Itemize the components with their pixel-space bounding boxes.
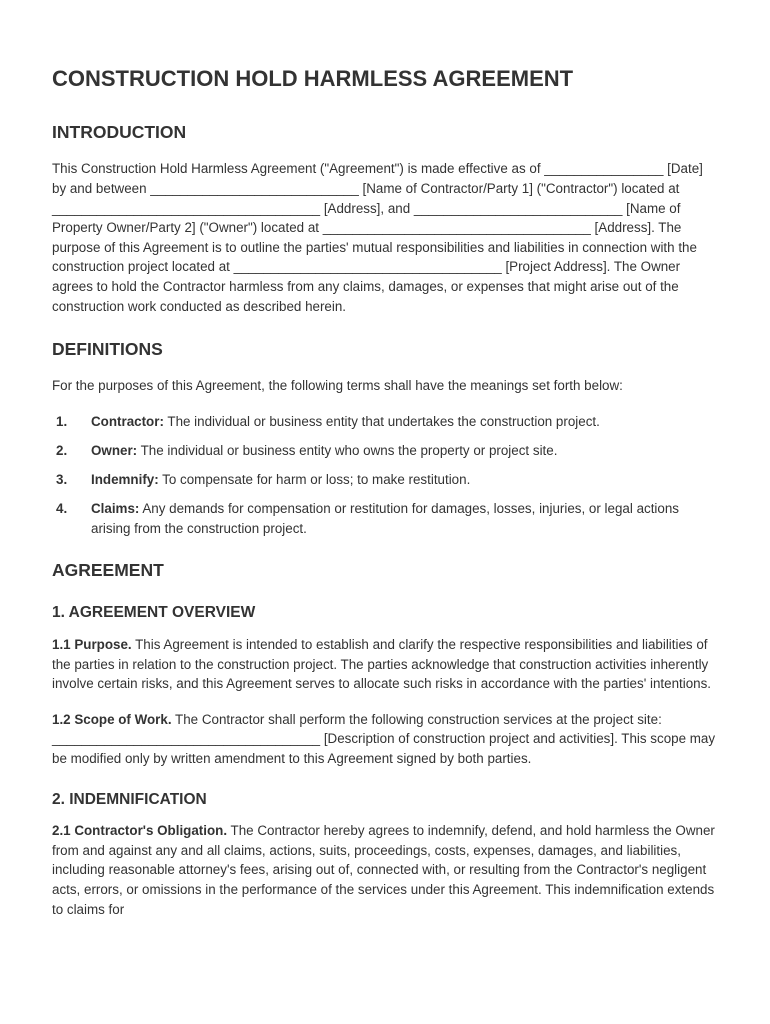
introduction-paragraph: This Construction Hold Harmless Agreement ("Agreement") is made effective as of ________________ [Date] by and between ____________________________ [Name of Contractor/Party 1] ("Contractor") located at ____________________________________ [Address], and ____________________________ [Name of Property Owner/Party 2] ("Owner") located at ____________________________________ [Address]. The purpose of this Agreement is to outline the parties' mutual responsibilities and liabilities in connection with the construction project located at ____________________________________ [Project Address]. The Owner agrees to hold the Contractor harmless from any claims, damages, or expenses that might arise out of the construction work conducted as described herein. (52, 161, 703, 314)
introduction-heading: INTRODUCTION (52, 122, 187, 143)
list-item (52, 441, 716, 461)
definition-text: The individual or business entity that undertakes the construction project. (163, 413, 600, 429)
definition-term: Claims: (91, 501, 140, 517)
list-item (52, 499, 716, 538)
definitions-heading: DEFINITIONS (52, 339, 163, 360)
definition-term: Contractor: (91, 413, 164, 429)
scope-paragraph (52, 710, 716, 769)
document-title: CONSTRUCTION HOLD HARMLESS AGREEMENT (52, 66, 574, 91)
list-item-number: 3. (56, 472, 68, 488)
list-item-body (91, 412, 716, 432)
definition-text: To compensate for harm or loss; to make restitution. (158, 472, 471, 488)
definition-term: Indemnify: (91, 472, 159, 488)
definitions-intro: For the purposes of this Agreement, the following terms shall have the meanings set forth below: (52, 378, 623, 394)
scope-label: 1.2 Scope of Work. (52, 711, 172, 727)
list-item (52, 412, 716, 432)
list-item-number: 2. (56, 442, 68, 458)
definitions-list (52, 412, 716, 539)
list-item-body (91, 441, 716, 461)
obligation-paragraph (52, 821, 716, 919)
agreement-overview-heading: 1. AGREEMENT OVERVIEW (52, 604, 256, 622)
purpose-label: 1.1 Purpose. (52, 637, 132, 653)
purpose-paragraph (52, 635, 716, 694)
obligation-text: The Contractor hereby agrees to indemnify, defend, and hold harmless the Owner from and against any and all claims, actions, suits, proceedings, costs, expenses, damages, and liabilities, including reasonable attorney's fees, arising out of, connected with, or resulting from the Contractor's negligent acts, errors, or omissions in the performance of the services under this Agreement. This indemnification extends to claims for (52, 823, 715, 917)
document-page (52, 66, 716, 939)
list-item-number: 1. (56, 413, 68, 429)
indemnification-heading: 2. INDEMNIFICATION (52, 790, 207, 808)
definition-text: The individual or business entity who owns the property or project site. (137, 442, 558, 458)
list-item-body (91, 499, 716, 538)
obligation-label: 2.1 Contractor's Obligation. (52, 823, 228, 839)
scope-text: The Contractor shall perform the following construction services at the project site: ____________________________________ [Description of construction project and activities]. This scope may be modified only by written amendment to this Agreement signed by both parties. (52, 711, 716, 767)
definition-term: Owner: (91, 442, 138, 458)
definition-text: Any demands for compensation or restitution for damages, losses, injuries, or legal actions arising from the construction project. (91, 501, 679, 536)
list-item (52, 470, 716, 490)
list-item-number: 4. (56, 501, 68, 517)
list-item-body (91, 470, 716, 490)
purpose-text: This Agreement is intended to establish and clarify the respective responsibilities and liabilities of the parties in relation to the construction project. The parties acknowledge that construction activities inherently involve certain risks, and this Agreement serves to allocate such risks in accordance with the parties' intentions. (52, 637, 712, 692)
agreement-heading: AGREEMENT (52, 560, 164, 581)
